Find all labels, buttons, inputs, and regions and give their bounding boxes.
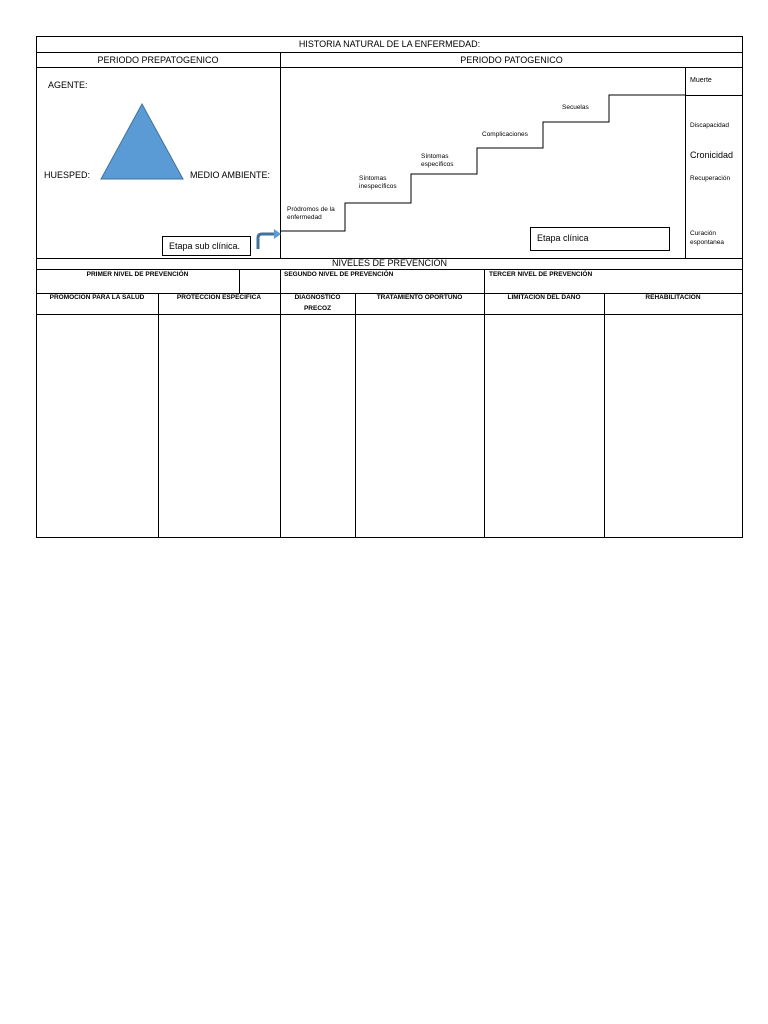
col-proteccion: PROTECCIÓN ESPECIFICA <box>176 294 262 301</box>
frame-right <box>742 36 743 538</box>
step-complicaciones: Complicaciones <box>482 131 528 138</box>
outcome-recuperacion: Recuperación <box>690 175 731 182</box>
outcome-muerte: Muerte <box>690 77 712 84</box>
step-sintomas-especificos <box>421 153 471 169</box>
clinical-stage-box: Etapa clínica <box>530 227 670 251</box>
patogenic-header: PERIODO PATOGENICO <box>460 55 563 65</box>
subclinical-stage-box: Etapa sub clínica. <box>162 236 251 256</box>
page-title: HISTORIA NATURAL DE LA ENFERMEDAD: <box>298 39 481 49</box>
muerte-rule <box>685 95 743 96</box>
outcome-discapacidad: Discapacidad <box>690 122 730 129</box>
col-limitacion: LIMITACIÓN DEL DAÑO <box>507 294 581 301</box>
step-sintomas-inespecificos-text: Síntomas inespecíficos <box>359 175 397 190</box>
frame-bottom <box>36 537 743 538</box>
prevention-header: NIVELES DE PREVENCION <box>331 258 448 268</box>
cell-promocion[interactable] <box>37 315 158 537</box>
col-rehabilitacion: REHABILITACIÓN <box>645 294 701 301</box>
col-tratamiento: TRATAMIENTO OPORTUNO <box>376 294 463 301</box>
step-sintomas-especificos-text: Síntomas específicos <box>421 153 454 168</box>
prevention-header-rule <box>36 269 743 270</box>
prepatogenic-header: PERIODO PREPATOGENICO <box>97 55 219 65</box>
level-tercer: TERCER NIVEL DE PREVENCIÓN <box>489 271 593 278</box>
epidemiological-triangle <box>100 102 184 180</box>
level-split-1 <box>239 269 240 293</box>
step-secuelas: Secuelas <box>562 104 589 111</box>
cell-proteccion[interactable] <box>159 315 280 537</box>
step-sintomas-inespecificos <box>359 175 414 191</box>
step-prodromos-text: Pródromos de la enfermedad <box>287 206 335 221</box>
outcome-cronicidad: Cronicidad <box>690 150 734 160</box>
level-split-2 <box>484 269 485 293</box>
col-promocion: PROMOCIÓN PARA LA SALUD <box>49 294 145 301</box>
huesped-label: HUESPED: <box>44 170 91 180</box>
cell-diagnostico[interactable] <box>281 315 355 537</box>
level-segundo: SEGUNDO NIVEL DE PREVENCIÓN <box>284 271 394 278</box>
cell-limitacion[interactable] <box>485 315 604 537</box>
col-diagnostico: DIAGNOSTICO <box>294 294 341 301</box>
medio-ambiente-label: MEDIO AMBIENTE: <box>190 170 271 180</box>
cell-tratamiento[interactable] <box>356 315 484 537</box>
outcome-curacion: Curación <box>690 230 717 237</box>
outcome-espontanea: espontanea <box>690 239 724 246</box>
col-precoz: PRECOZ <box>303 305 332 312</box>
cell-rehabilitacion[interactable] <box>605 315 742 537</box>
level-primer: PRIMER NIVEL DE PREVENCIÓN <box>86 271 189 278</box>
outcomes-divider <box>685 68 686 258</box>
step-prodromos <box>287 206 347 222</box>
agente-label: AGENTE: <box>48 80 88 90</box>
